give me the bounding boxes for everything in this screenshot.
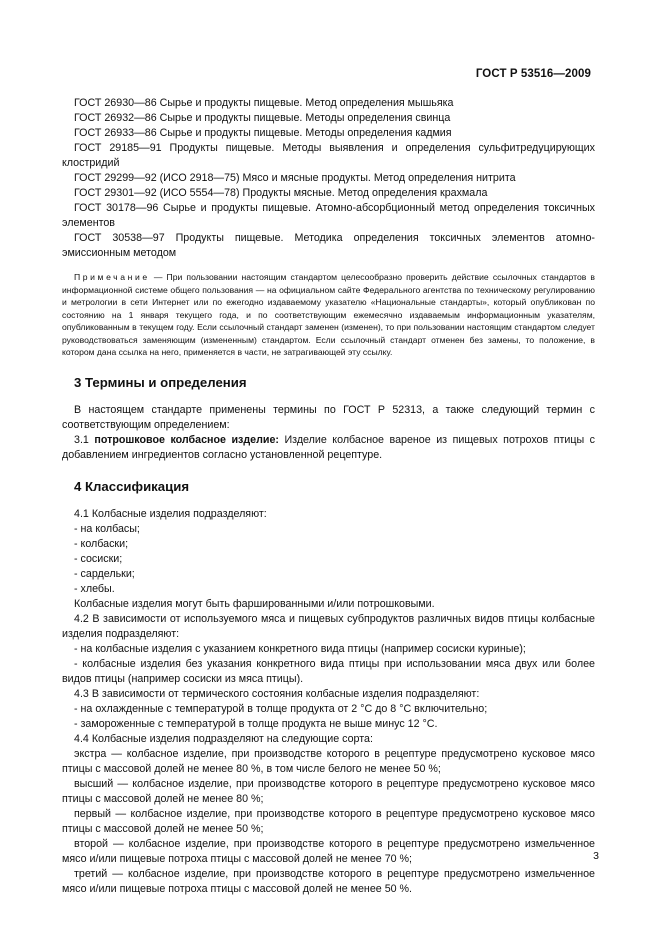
grade-second: второй — колбасное изделие, при производстве которого в рецептуре предусмотрено измельченное мясо и/или пищевые потроха птицы с массовой долей не менее 70 %; (62, 837, 595, 865)
term-3-1 (62, 433, 595, 463)
page-number: 3 (593, 850, 599, 862)
ref-gost-29299: ГОСТ 29299—92 (ИСО 2918—75) Мясо и мясные продукты. Метод определения нитрита (74, 172, 516, 184)
clause-4-3-a: - на охлажденные с температурой в толще продукта от 2 °С до 8 °С включительно; (74, 702, 488, 715)
term-name: потрошковое колбасное изделие: (94, 433, 279, 446)
clause-4-2: 4.2 В зависимости от используемого мяса и пищевых субпродуктов различных видов птицы колбасные изделия подразделяют: (62, 612, 595, 640)
type-item: - хлебы. (74, 582, 115, 595)
clause-4-2-a: - на колбасные изделия с указанием конкретного вида птицы (например сосиски куриные); (74, 642, 526, 655)
type-item: - на колбасы; (74, 522, 140, 535)
clause-4-3: 4.3 В зависимости от термического состояния колбасные изделия подразделяют: (74, 687, 480, 700)
type-item: - колбаски; (74, 537, 129, 550)
grade-first: первый — колбасное изделие, при производстве которого в рецептуре предусмотрено кусковое мясо птицы с массовой долей не менее 50 %; (62, 807, 595, 835)
document-code: ГОСТ Р 53516—2009 (475, 68, 591, 80)
type-item: - сардельки; (74, 567, 135, 580)
ref-gost-26933: ГОСТ 26933—86 Сырье и продукты пищевые. Методы определения кадмия (74, 127, 452, 139)
ref-gost-30178: ГОСТ 30178—96 Сырье и продукты пищевые. Атомно-абсорбционный метод определения токсичных элементов (62, 202, 595, 229)
ref-gost-26932: ГОСТ 26932—86 Сырье и продукты пищевые. Методы определения свинца (74, 112, 451, 124)
note-paragraph (62, 271, 595, 359)
clause-4-2-b: - колбасные изделия без указания конкретного вида птицы при использовании мяса двух или более видов птицы (например сосиски из мяса птицы). (62, 657, 595, 685)
clause-4-1: 4.1 Колбасные изделия подразделяют: (74, 507, 267, 520)
note-label: Примечание (74, 272, 150, 282)
grade-highest: высший — колбасное изделие, при производстве которого в рецептуре предусмотрено кусковое мясо птицы с массовой долей не менее 80 %; (62, 777, 595, 805)
section-4-title: 4 Классификация (74, 478, 190, 494)
ref-gost-29185: ГОСТ 29185—91 Продукты пищевые. Методы выявления и определения сульфитредуцирующих клостридий (62, 142, 595, 169)
page-content (62, 96, 595, 897)
term-number: 3.1 (74, 433, 89, 446)
grade-third: третий — колбасное изделие, при производстве которого в рецептуре предусмотрено измельченное мясо и/или пищевые потроха птицы с массовой долей не менее 50 %. (62, 867, 595, 895)
section-3-intro: В настоящем стандарте применены термины по ГОСТ Р 52313, а также следующий термин с соответствующим определением: (62, 403, 595, 431)
ref-gost-29301: ГОСТ 29301—92 (ИСО 5554—78) Продукты мясные. Метод определения крахмала (74, 187, 488, 199)
term-definition: Изделие колбасное вареное из пищевых потрохов птицы с добавлением ингредиентов согласно установленной рецептуре. (62, 433, 595, 461)
grade-extra: экстра — колбасное изделие, при производстве которого в рецептуре предусмотрено кусковое мясо птицы с массовой долей не менее 80 %, в том числе белого не менее 50 %; (62, 747, 595, 775)
stuffed-note: Колбасные изделия могут быть фаршированными и/или потрошковыми. (74, 597, 435, 610)
section-3-title: 3 Термины и определения (74, 374, 247, 390)
ref-gost-30538: ГОСТ 30538—97 Продукты пищевые. Методика определения токсичных элементов атомно-эмиссионным методом (62, 232, 595, 259)
clause-4-3-b: - замороженные с температурой в толще продукта не выше минус 12 °С. (74, 717, 438, 730)
type-item: - сосиски; (74, 552, 123, 565)
clause-4-4: 4.4 Колбасные изделия подразделяют на следующие сорта: (74, 732, 373, 745)
ref-gost-26930: ГОСТ 26930—86 Сырье и продукты пищевые. Метод определения мышьяка (74, 97, 454, 109)
note-text: — При пользовании настоящим стандартом целесообразно проверить действие ссылочных стандартов в информационной системе общего пользования — на официальном сайте Федерального агентства по техническому регулированию и метрологии в сети Интернет или по ежегодно издаваемому указателю «Национальные стандарты», который опубликован по состоянию на 1 января текущего года, и по соответствующим ежемесячно издаваемым информационным указателям, опубликованным в текущем году. Если ссылочный стандарт заменен (изменен), то при пользовании настоящим стандартом следует руководствоваться заменяющим (измененным) стандартом. Если ссылочный стандарт отменен без замены, то положение, в котором дана ссылка на него, применяется в части, не затрагивающей эту ссылку. (62, 272, 595, 357)
